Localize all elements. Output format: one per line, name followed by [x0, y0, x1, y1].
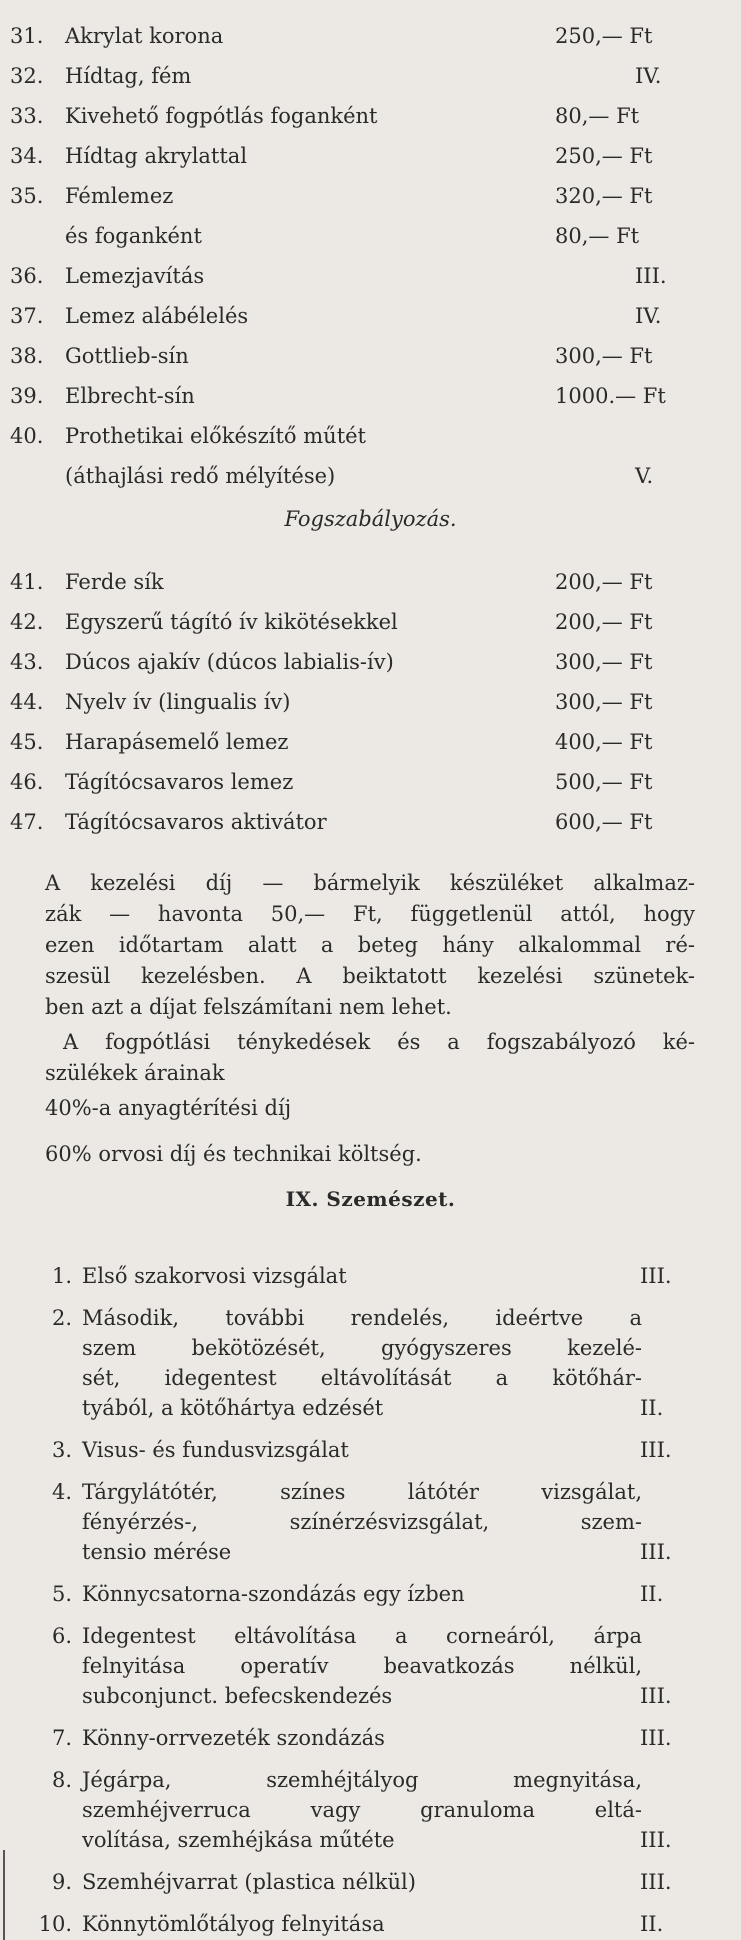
item-grade: II.	[640, 1912, 664, 1936]
item-text: Hídtag akrylattal	[65, 144, 248, 168]
item-price: 200,— Ft	[555, 570, 653, 594]
list-item	[10, 1622, 710, 1712]
item-number: 8.	[51, 1768, 72, 1792]
item-price: 600,— Ft	[555, 810, 653, 834]
item-price: 500,— Ft	[555, 770, 653, 794]
item-price: 80,— Ft	[555, 224, 640, 248]
list-item	[10, 1724, 710, 1754]
item-number: 2.	[51, 1306, 72, 1330]
item-price: 80,— Ft	[555, 104, 640, 128]
item-price: 320,— Ft	[555, 184, 653, 208]
fee-paragraph-line: ezen időtartam alatt a beteg hány alkalommal ré-	[45, 933, 695, 957]
item-text-line: Könnytömlőtályog felnyitása	[82, 1912, 385, 1936]
item-text-line: Második, további rendelés, ideértve a	[82, 1306, 642, 1330]
item-text: és foganként	[65, 224, 202, 248]
item-text-line: Tárgylátótér, színes látótér vizsgálat,	[82, 1480, 642, 1504]
item-number: 4.	[51, 1480, 72, 1504]
item-grade: II.	[640, 1396, 664, 1420]
item-grade: III.	[635, 264, 667, 288]
item-text-line: Könnycsatorna-szondázás egy ízben	[82, 1582, 465, 1606]
item-grade: III.	[640, 1684, 672, 1708]
item-number: 38.	[10, 344, 44, 368]
item-text: Hídtag, fém	[65, 64, 192, 88]
item-text: Kivehető fogpótlás foganként	[65, 104, 378, 128]
item-number: 45.	[10, 730, 44, 754]
item-text-line: szemhéjverruca vagy granuloma eltá-	[82, 1798, 642, 1822]
item-number: 1.	[51, 1264, 72, 1288]
list-item	[10, 1262, 710, 1292]
fee-paragraph-line: ben azt a díjat felszámítani nem lehet.	[45, 995, 452, 1019]
item-number: 5.	[51, 1582, 72, 1606]
item-text: Nyelv ív (lingualis ív)	[65, 690, 291, 714]
item-text: Egyszerű tágító ív kikötésekkel	[65, 610, 398, 634]
item-number: 31.	[10, 24, 44, 48]
material-fee-line: 40%-a anyagtérítési díj	[45, 1096, 292, 1120]
item-number: 33.	[10, 104, 44, 128]
item-grade: II.	[640, 1582, 664, 1606]
item-price: 250,— Ft	[555, 144, 653, 168]
item-number: 40.	[10, 424, 44, 448]
orthodontics-heading: Fogszabályozás.	[284, 507, 457, 531]
item-text-line: tyából, a kötőhártya edzését	[82, 1396, 384, 1420]
item-text-line: felnyitása operatív beavatkozás nélkül,	[82, 1654, 642, 1678]
item-number: 36.	[10, 264, 44, 288]
item-number: 7.	[51, 1726, 72, 1750]
item-text: Lemezjavítás	[65, 264, 205, 288]
item-text-line: Visus- és fundusvizsgálat	[82, 1438, 349, 1462]
item-text: Tágítócsavaros aktivátor	[65, 810, 327, 834]
price-split-paragraph	[45, 1027, 695, 1089]
doctor-fee-line: 60% orvosi díj és technikai költség.	[45, 1142, 422, 1166]
fee-paragraph-line: A kezelési díj — bármelyik készüléket alkalmaz-	[45, 871, 695, 895]
item-text: (áthajlási redő mélyítése)	[65, 464, 336, 488]
item-price: 300,— Ft	[555, 344, 653, 368]
item-grade: III.	[640, 1726, 672, 1750]
item-price: 1000.— Ft	[555, 384, 666, 408]
margin-mark	[3, 1850, 5, 1940]
price-split-line: A fogpótlási ténykedések és a fogszabályozó ké-	[63, 1030, 695, 1054]
item-text: Dúcos ajakív (dúcos labialis-ív)	[65, 650, 394, 674]
item-number: 9.	[51, 1870, 72, 1894]
item-text-line: Szemhéjvarrat (plastica nélkül)	[82, 1870, 416, 1894]
item-text-line: tensio mérése	[82, 1540, 232, 1564]
fee-paragraph-line: szesül kezelésben. A beiktatott kezelési szünetek-	[45, 964, 695, 988]
item-number: 42.	[10, 610, 44, 634]
list-item	[10, 1868, 710, 1898]
item-number: 47.	[10, 810, 44, 834]
item-number: 35.	[10, 184, 44, 208]
item-price: 250,— Ft	[555, 24, 653, 48]
item-text: Harapásemelő lemez	[65, 730, 289, 754]
item-text-line: Könny-orrvezeték szondázás	[82, 1726, 385, 1750]
item-number: 44.	[10, 690, 44, 714]
item-text-line: fényérzés-, színérzésvizsgálat, szem-	[82, 1510, 642, 1534]
section-title: IX. Szemészet.	[285, 1187, 456, 1211]
item-price: 300,— Ft	[555, 690, 653, 714]
list-item	[10, 1436, 710, 1466]
item-text-line: sét, idegentest eltávolítását a kötőhár-	[82, 1366, 642, 1390]
list-item	[10, 1766, 710, 1856]
fee-paragraph	[45, 868, 695, 1023]
item-text: Ferde sík	[65, 570, 164, 594]
item-grade: III.	[640, 1870, 672, 1894]
item-price: 400,— Ft	[555, 730, 653, 754]
fee-paragraph-line: zák — havonta 50,— Ft, függetlenül attól, hogy	[45, 902, 695, 926]
item-number: 46.	[10, 770, 44, 794]
item-number: 34.	[10, 144, 44, 168]
item-text-line: subconjunct. befecskendezés	[82, 1684, 393, 1708]
item-grade: III.	[640, 1264, 672, 1288]
item-text-line: Idegentest eltávolítása a corneáról, árpa	[82, 1624, 642, 1648]
item-grade: IV.	[635, 64, 662, 88]
item-text-line: Jégárpa, szemhéjtályog megnyitása,	[82, 1768, 642, 1792]
list-item	[10, 1304, 710, 1424]
item-number: 39.	[10, 384, 44, 408]
item-price: 300,— Ft	[555, 650, 653, 674]
item-number: 6.	[51, 1624, 72, 1648]
item-grade: III.	[640, 1828, 672, 1852]
item-text: Elbrecht-sín	[65, 384, 195, 408]
item-text-line: szem bekötözését, gyógyszeres kezelé-	[82, 1336, 642, 1360]
item-text-line: volítása, szemhéjkása műtéte	[82, 1828, 395, 1852]
item-number: 43.	[10, 650, 44, 674]
item-price: 200,— Ft	[555, 610, 653, 634]
item-text: Fémlemez	[65, 184, 174, 208]
item-text: Lemez alábélelés	[65, 304, 249, 328]
item-text-line: Első szakorvosi vizsgálat	[82, 1264, 347, 1288]
item-number: 41.	[10, 570, 44, 594]
item-grade: V.	[635, 464, 654, 488]
item-text: Gottlieb-sín	[65, 344, 189, 368]
item-number: 3.	[51, 1438, 72, 1462]
item-grade: IV.	[635, 304, 662, 328]
item-text: Tágítócsavaros lemez	[65, 770, 294, 794]
item-grade: III.	[640, 1540, 672, 1564]
list-item	[10, 1478, 710, 1568]
item-number: 10.	[38, 1912, 72, 1936]
item-number: 37.	[10, 304, 44, 328]
item-text: Prothetikai előkészítő műtét	[65, 424, 366, 448]
item-number: 32.	[10, 64, 44, 88]
item-text: Akrylat korona	[65, 24, 224, 48]
item-grade: III.	[640, 1438, 672, 1462]
price-split-line: szülékek árainak	[45, 1061, 225, 1085]
list-item	[10, 1580, 710, 1610]
